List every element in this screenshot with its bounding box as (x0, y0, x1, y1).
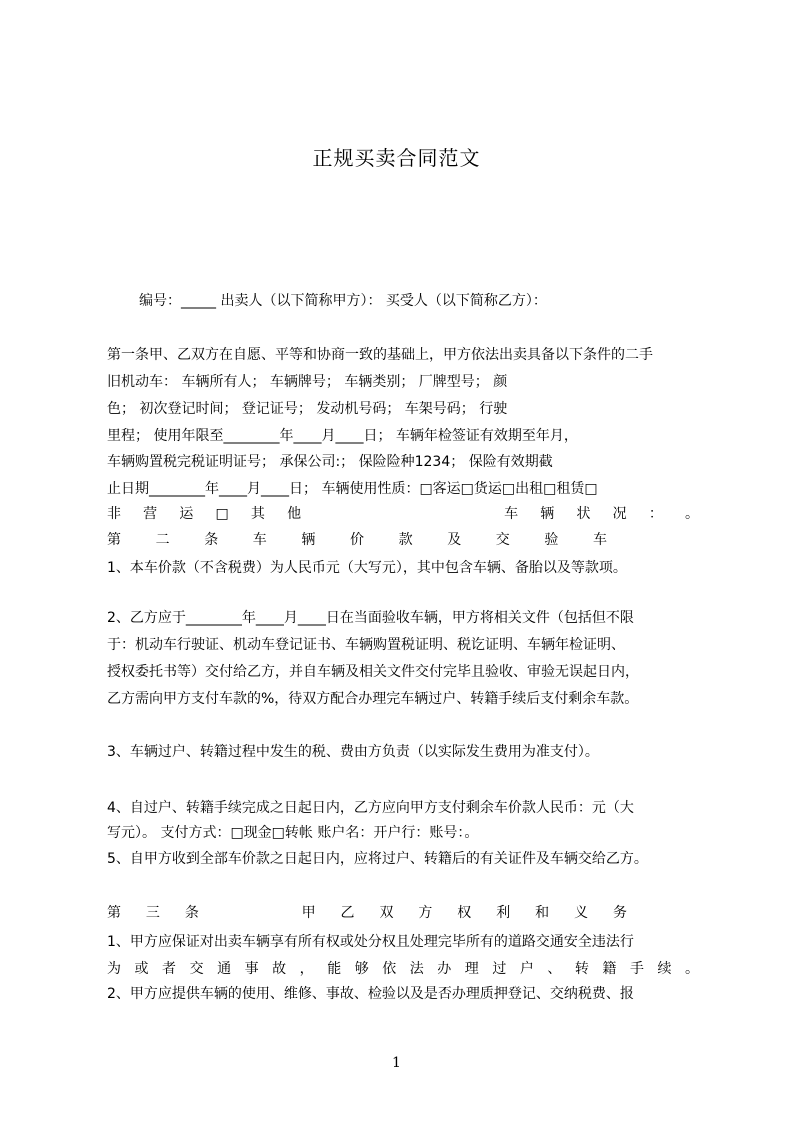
body-line: 5、自甲方收到全部车价款之日起日内，应将过户、转籍后的有关证件及车辆交给乙方。 (107, 851, 648, 867)
body-line: 于：机动车行驶证、机动车登记证书、车辆购置税证明、税讫证明、车辆年检证明、 (107, 637, 625, 653)
body-line: 为 或 者 交 通 事 故 ， 能 够 依 法 办 理 过 户 、 转 籍 手 续 。 (107, 961, 699, 977)
body-line: 2、甲方应提供车辆的使用、维修、事故、检验以及是否办理质押登记、交纳税费、报 (107, 986, 634, 1002)
body-line: 乙方需向甲方支付车款的%，待双方配合办理完车辆过户、转籍手续后支付剩余车款。 (107, 691, 639, 707)
body-line: 1、甲方应保证对出卖车辆享有所有权或处分权且处理完毕所有的道路交通安全违法行 (107, 934, 634, 950)
body-line: 授权委托书等）交付给乙方，并自车辆及相关文件交付完毕且验收、审验无误起日内， (107, 664, 639, 680)
body-line: 4、自过户、转籍手续完成之日起日内，乙方应向甲方支付剩余车价款人民币：元（大 (107, 800, 634, 816)
body-line: 里程； 使用年限至________年____月____日； 车辆年检签证有效期至年月， (107, 428, 578, 444)
body-line: 1、本车价款（不含税费）为人民币元（大写元），其中包含车辆、备胎以及等款项。 (107, 560, 627, 576)
body-line: 第一条甲、乙双方在自愿、平等和协商一致的基础上，甲方依法出卖具备以下条件的二手 (107, 347, 653, 363)
article-heading: 第 二 条 车 辆 价 款 及 交 验 车 (107, 532, 607, 548)
body-line: 非 营 运 □ 其 他 车 辆 状 况 ： 。 (107, 506, 699, 522)
article-heading: 第 三 条 甲 乙 双 方 权 利 和 义 务 (107, 905, 627, 921)
contract-header-line: 编号：_____ 出卖人（以下简称甲方）： 买受人（以下简称乙方）： (139, 293, 547, 309)
body-line: 旧机动车： 车辆所有人； 车辆牌号； 车辆类别； 厂牌型号； 颜 (107, 374, 508, 390)
document-title: 正规买卖合同范文 (312, 146, 481, 170)
page-number: 1 (392, 1055, 401, 1071)
body-line: 2、乙方应于________年____月____日在当面验收车辆，甲方将相关文件（包括但不限 (107, 610, 634, 626)
body-line: 3、车辆过户、转籍过程中发生的税、费由方负责（以实际发生费用为准支付）。 (107, 744, 599, 760)
body-line: 色； 初次登记时间； 登记证号； 发动机号码； 车架号码； 行驶 (107, 401, 508, 417)
body-line: 止日期________年____月____日； 车辆使用性质：□客运□货运□出租□租赁□ (107, 481, 598, 497)
body-line: 写元）。 支付方式：□现金□转帐 账户名：开户行：账号：。 (107, 825, 479, 841)
body-line: 车辆购置税完税证明证号； 承保公司:； 保险险种1234； 保险有效期截 (107, 454, 553, 470)
